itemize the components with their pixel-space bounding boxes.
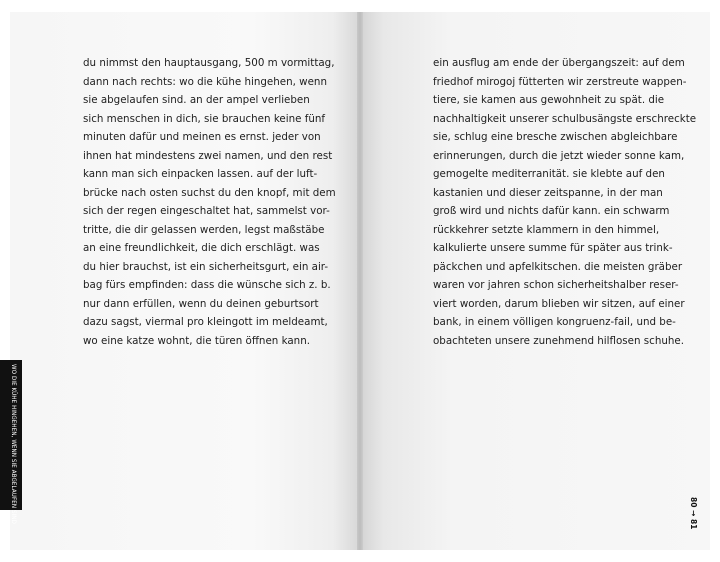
left-page bbox=[10, 12, 357, 550]
book-spread bbox=[10, 12, 710, 550]
text-line: erinnerungen, durch die jetzt wieder sonne kam, bbox=[433, 149, 685, 162]
text-line: ein ausflug am ende der übergangszeit: auf dem bbox=[433, 57, 685, 69]
text-line: sie abgelaufen sind. an der ampel verlieben bbox=[83, 94, 310, 106]
text-line: tiere, sie kamen aus gewohnheit zu spät. die bbox=[433, 94, 665, 106]
text-line: bag fürs empfinden: dass die wünsche sich z. b. bbox=[83, 279, 331, 291]
text-line: bank, in einem völligen kongruenz-fail, und be- bbox=[433, 316, 676, 328]
text-line: gemogelte mediterranität. sie klebte auf den bbox=[433, 168, 665, 180]
text-line: viert worden, darum blieben wir sitzen, auf einer bbox=[433, 297, 685, 310]
text-line: kann man sich einpacken lassen. auf der luft- bbox=[83, 168, 318, 180]
text-line: kalkulierte unsere summe für später aus trink- bbox=[433, 242, 673, 254]
text-line: sich menschen in dich, sie brauchen keine fünf bbox=[83, 112, 326, 125]
running-head-text: WO DIE KÜHE HINGEHEN, WENN SIE ABGELAUFEN SIND bbox=[10, 364, 17, 525]
text-line: groß wird und nichts dafür kann. ein schwarm bbox=[433, 205, 670, 217]
left-page-text bbox=[83, 54, 336, 350]
text-line: kastanien und dieser zeitspanne, in der man bbox=[433, 186, 663, 199]
right-page bbox=[363, 12, 710, 550]
text-line: obachteten unsere zunehmend hilflosen schuhe. bbox=[433, 334, 685, 347]
text-line: an eine freundlichkeit, die dich erschlägt. was bbox=[83, 242, 320, 254]
text-line: waren vor jahren schon sicherheitshalber reser- bbox=[433, 279, 679, 291]
text-line: nur dann erfüllen, wenn du deinen geburtsort bbox=[83, 297, 319, 310]
running-head-tab bbox=[0, 360, 22, 525]
text-line: du hier brauchst, ist ein sicherheitsgurt, ein air- bbox=[83, 260, 329, 273]
text-line: friedhof mirogoj fütterten wir zerstreute wappen- bbox=[433, 75, 687, 88]
text-line: brücke nach osten suchst du den knopf, mit dem bbox=[83, 186, 336, 199]
page-number-folio bbox=[688, 497, 700, 547]
text-line: ihnen hat mindestens zwei namen, und den rest bbox=[83, 149, 333, 162]
text-line: wo eine katze wohnt, die türen öffnen kann. bbox=[83, 334, 311, 347]
text-line: nachhaltigkeit unserer schulbusängste erschreckte bbox=[433, 112, 697, 125]
text-line: päckchen und apfelkitschen. die meisten gräber bbox=[433, 260, 683, 273]
text-line: minuten dafür und meinen es ernst. jeder von bbox=[83, 131, 321, 143]
text-line: rückkehrer setzte klammern in den himmel, bbox=[433, 223, 660, 236]
text-line: dazu sagst, viermal pro kleingott im meldeamt, bbox=[83, 316, 328, 328]
text-line: sich der regen eingeschaltet hat, sammelst vor- bbox=[83, 205, 330, 217]
right-page-text bbox=[433, 54, 697, 350]
text-line: sie, schlug eine bresche zwischen abgleichbare bbox=[433, 131, 678, 143]
folio-text: 80 → 81 bbox=[689, 497, 698, 530]
text-line: tritte, die dir gelassen werden, legst maßstäbe bbox=[83, 223, 325, 236]
text-line: dann nach rechts: wo die kühe hingehen, wenn bbox=[83, 75, 327, 88]
text-line: du nimmst den hauptausgang, 500 m vormittag, bbox=[83, 57, 335, 69]
